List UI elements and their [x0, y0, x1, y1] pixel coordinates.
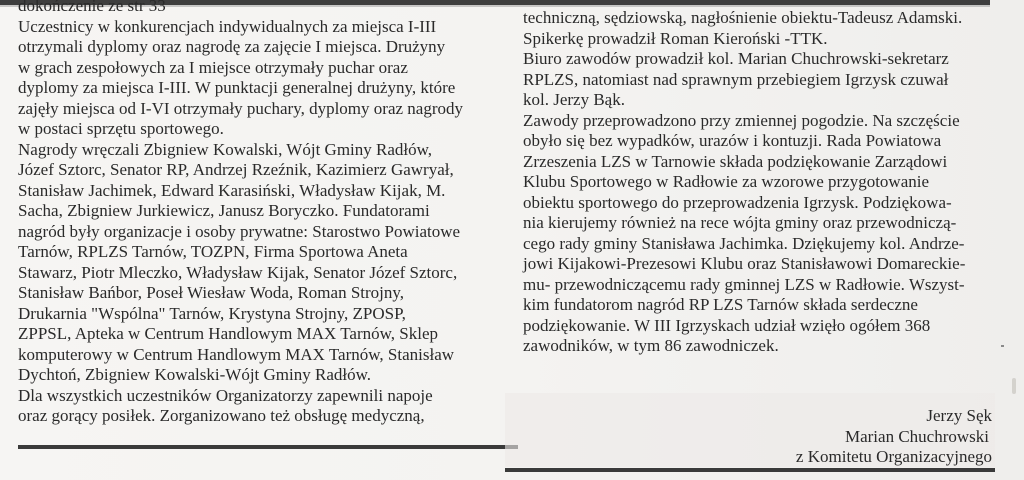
text-line: kim fundatorom nagród RP LZS Tarnów składa serdeczne — [523, 295, 918, 314]
text-line: Sacha, Zbigniew Jurkiewicz, Janusz Boryczko. Fundatorami — [18, 201, 430, 220]
text-line: obyło się bez wypadków, urazów i kontuzji. Rada Powiatowa — [523, 131, 942, 150]
text-line: Spikerkę prowadził Roman Kieroński -TTK. — [523, 28, 828, 48]
text-line: Klubu Sportowego w Radłowie za wzorowe przygotowanie — [523, 172, 930, 191]
right-bottom-rule — [505, 468, 995, 472]
text-line: Biuro zawodów prowadził kol. Marian Chuchrowski-sekretarz — [523, 49, 949, 68]
text-line: w grach zespołowych za I miejsce otrzymały puchar oraz — [18, 57, 408, 77]
signature-name-1: Jerzy Sęk — [926, 406, 992, 425]
text-line: mu- przewodniczącemu rady gminnej LZS w Radłowie. Wszyst- — [523, 274, 965, 294]
text-line: RPLZS, natomiast nad sprawnym przebiegiem Igrzysk czuwał — [523, 69, 949, 89]
signature-name-2: Marian Chuchrowski — [844, 426, 989, 446]
text-line: techniczną, sędziowską, nagłośnienie obiektu-Tadeusz Adamski. — [523, 8, 963, 27]
text-line: Józef Sztorc, Senator RP, Andrzej Rzeźnik, Kazimierz Gawryał, — [18, 160, 454, 179]
text-line: Stanisław Jachimek, Edward Karasiński, Władysław Kijak, M. — [18, 180, 446, 200]
text-line: jowi Kijakowi-Prezesowi Klubu oraz Stanisławowi Domareckie- — [523, 254, 966, 273]
text-line: Zawody przeprowadzono przy zmiennej pogodzie. Na szczęście — [523, 110, 960, 130]
text-line: Dychtoń, Zbigniew Kowalski-Wójt Gminy Radłów. — [18, 365, 372, 384]
text-line: oraz gorący posiłek. Zorganizowano też obsługę medyczną, — [18, 406, 425, 425]
scan-speck — [1001, 345, 1004, 347]
text-line: Stawarz, Piotr Mleczko, Władysław Kijak, Senator Józef Sztorc, — [18, 262, 458, 282]
text-line: Nagrody wręczali Zbigniew Kowalski, Wójt Gminy Radłów, — [18, 139, 433, 159]
text-line: Uczestnicy w konkurencjach indywidualnych za miejsca I-III — [18, 16, 437, 36]
continuation-note: dokończenie ze str 33 — [18, 0, 166, 15]
signature-affiliation: z Komitetu Organizacyjnego — [795, 447, 992, 466]
text-line: obiektu sportowego do przeprowadzenia Igrzysk. Podziękowa- — [523, 192, 952, 212]
text-line: Zrzeszenia LZS w Tarnowie składa podziękowanie Zarządowi — [523, 151, 948, 171]
text-line: Drukarnia "Wspólna" Tarnów, Krystyna Strojny, ZPOSP, — [18, 303, 406, 323]
text-line: Stanisław Bańbor, Poseł Wiesław Woda, Roman Strojny, — [18, 283, 405, 302]
text-line: cego rady gminy Stanisława Jachimka. Dziękujemy kol. Andrze- — [523, 233, 965, 253]
text-line: nagród były organizacje i osoby prywatne: Starostwo Powiatowe — [18, 221, 461, 241]
text-line: otrzymali dyplomy oraz nagrodę za zajęcie I miejsca. Drużyny — [18, 37, 446, 56]
text-line: zajęły miejsca od I-VI otrzymały puchary, dyplomy oraz nagrody — [18, 98, 463, 118]
text-line: w postaci sprzętu sportowego. — [18, 119, 224, 138]
left-bottom-rule — [18, 445, 518, 449]
signature-block — [796, 406, 992, 468]
text-line: kol. Jerzy Bąk. — [523, 90, 625, 109]
scan-mark — [1012, 378, 1016, 394]
left-column — [18, 0, 513, 427]
text-line: nia kierujemy również na rece wójta gminy oraz przewodniczą- — [523, 213, 957, 232]
text-line: zawodników, w tym 86 zawodniczek. — [523, 336, 779, 355]
text-line: komputerowy w Centrum Handlowym MAX Tarnów, Stanisław — [18, 344, 455, 364]
text-line: ZPPSL, Apteka w Centrum Handlowym MAX Tarnów, Sklep — [18, 324, 439, 343]
text-line: Dla wszystkich uczestników Organizatorzy zapewnili napoje — [18, 385, 433, 405]
text-line: dyplomy za miejsca I-III. W punktacji generalnej drużyny, które — [18, 78, 456, 97]
text-line: Tarnów, RPLZS Tarnów, TOZPN, Firma Sportowa Aneta — [18, 242, 408, 261]
text-line: podziękowanie. W III Igrzyskach udział wzięło ogółem 368 — [523, 315, 931, 335]
right-column — [523, 8, 993, 357]
